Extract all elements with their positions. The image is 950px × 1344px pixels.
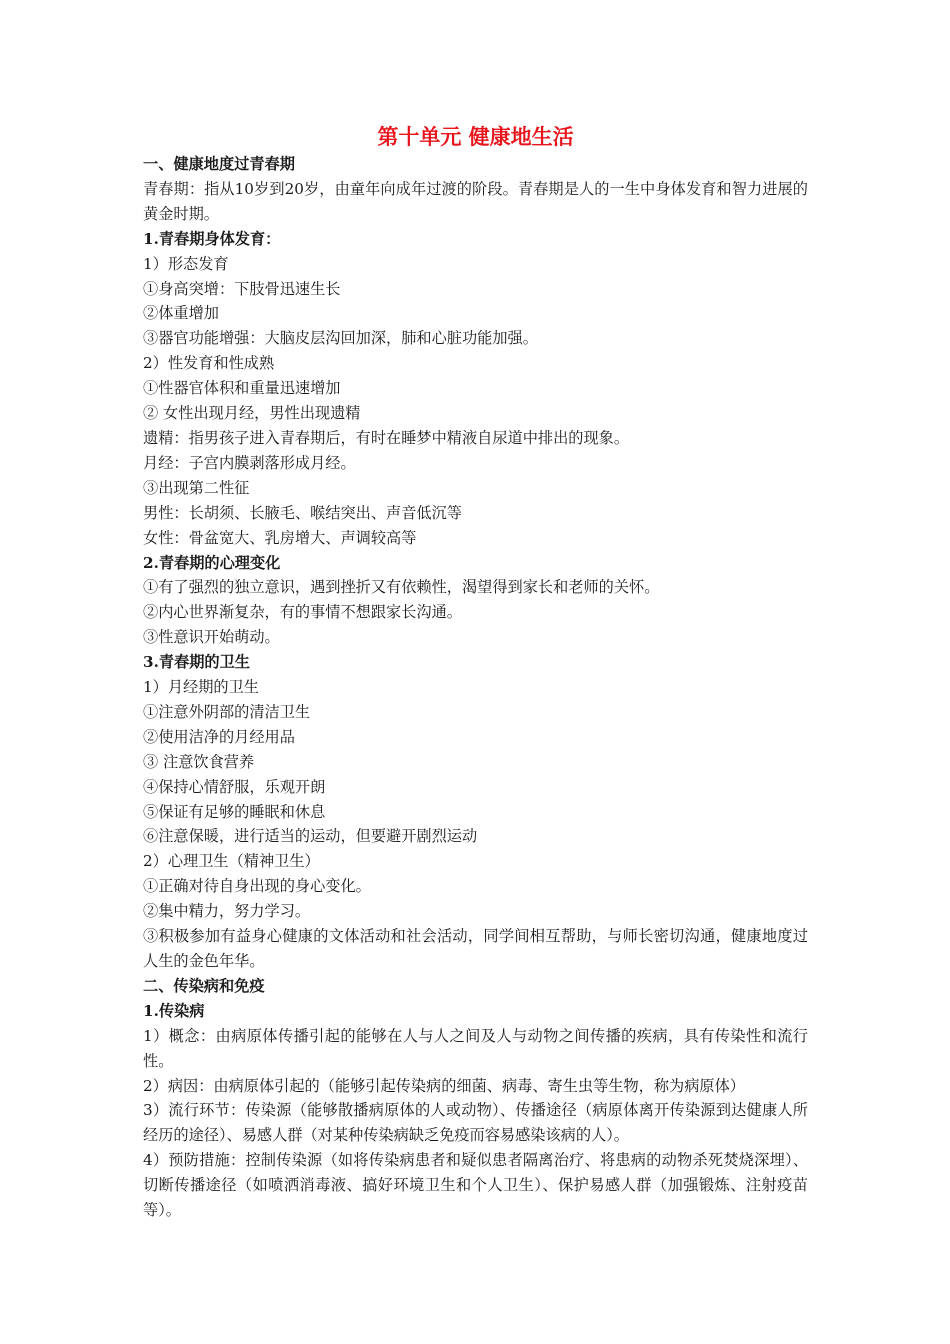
document-page [143, 124, 808, 1223]
paragraph: 2）病因：由病原体引起的（能够引起传染病的细菌、病毒、寄生虫等生物，称为病原体） [143, 1076, 745, 1095]
paragraph: 青春期：指从10岁到20岁，由童年向成年过渡的阶段。青春期是人的一生中身体发育和智力进展的黄金时期。 [143, 179, 808, 223]
subsection-heading: 2.青春期的心理变化 [143, 553, 281, 572]
list-item: ③ 注意饮食营养 [143, 752, 255, 771]
list-item: 1）形态发育 [143, 254, 229, 273]
list-item: ② 女性出现月经，男性出现遗精 [143, 404, 361, 423]
definition-line: 遗精：指男孩子进入青春期后，有时在睡梦中精液自尿道中排出的现象。 [143, 428, 629, 447]
list-item: ③器官功能增强：大脑皮层沟回加深，肺和心脏功能加强。 [143, 329, 538, 348]
definition-line: 男性：长胡须、长腋毛、喉结突出、声音低沉等 [143, 503, 462, 522]
list-item: ②体重增加 [143, 304, 219, 323]
document-title: 第十单元 健康地生活 [377, 124, 574, 149]
paragraph: 4）预防措施：控制传染源（如将传染病患者和疑似患者隔离治疗、将患病的动物杀死焚烧深埋）、切断传播途径（如喷洒消毒液、搞好环境卫生和个人卫生）、保护易感人群（加强锻炼、注射疫苗等）。 [143, 1151, 808, 1220]
section-heading: 一、健康地度过青春期 [143, 155, 295, 173]
subsection-heading: 1.传染病 [143, 1001, 205, 1020]
list-item: ③性意识开始萌动。 [143, 628, 280, 647]
list-item: ③积极参加有益身心健康的文体活动和社会活动，同学间相互帮助，与师长密切沟通，健康地度过人生的金色年华。 [143, 927, 808, 970]
list-item: ①注意外阴部的清洁卫生 [143, 702, 311, 721]
list-item: ③出现第二性征 [143, 478, 250, 497]
section-heading: 二、传染病和免疫 [143, 976, 265, 995]
definition-line: 女性：骨盆宽大、乳房增大、声调较高等 [143, 528, 417, 547]
list-item: ①正确对待自身出现的身心变化。 [143, 877, 371, 896]
list-item: ①有了强烈的独立意识，遇到挫折又有依赖性，渴望得到家长和老师的关怀。 [143, 578, 660, 597]
subsection-heading: 1.青春期身体发育： [143, 229, 281, 248]
list-item: ②集中精力，努力学习。 [143, 902, 311, 921]
list-item: ①性器官体积和重量迅速增加 [143, 379, 341, 398]
list-item: ⑤保证有足够的睡眠和休息 [143, 802, 326, 821]
list-item: ①身高突增：下肢骨迅速生长 [143, 279, 341, 298]
paragraph: 1）概念：由病原体传播引起的能够在人与人之间及人与动物之间传播的疾病，具有传染性和流行性。 [143, 1026, 808, 1070]
list-item: 2）性发育和性成熟 [143, 354, 275, 373]
list-item: 2）心理卫生（精神卫生） [143, 852, 320, 871]
list-item: ⑥注意保暖，进行适当的运动，但要避开剧烈运动 [143, 827, 478, 846]
list-item: 1）月经期的卫生 [143, 678, 259, 697]
subsection-heading: 3.青春期的卫生 [143, 653, 250, 672]
paragraph: 3）流行环节：传染源（能够散播病原体的人或动物）、传播途径（病原体离开传染源到达健康人所经历的途径）、易感人群（对某种传染病缺乏免疫而容易感染该病的人）。 [143, 1101, 808, 1145]
list-item: ④保持心情舒服，乐观开朗 [143, 777, 326, 796]
list-item: ②使用洁净的月经用品 [143, 727, 295, 746]
definition-line: 月经：子宫内膜剥落形成月经。 [143, 453, 356, 472]
list-item: ②内心世界渐复杂，有的事情不想跟家长沟通。 [143, 603, 462, 622]
